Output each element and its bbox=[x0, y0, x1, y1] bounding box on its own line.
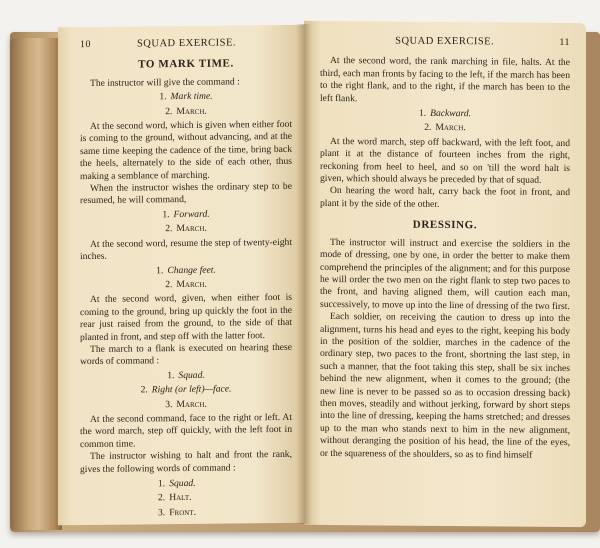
paragraph: The instructor wishing to halt and front the rank, gives the following words of command : bbox=[80, 449, 292, 475]
paragraph: At the second command, face to the right or left. At the word march, step off quickly, with the left foot in common time. bbox=[80, 411, 292, 450]
paragraph: On hearing the word halt, carry back the foot in front, and plant it by the side of the other. bbox=[320, 185, 570, 210]
command-line bbox=[80, 383, 292, 398]
section-title-dressing: DRESSING. bbox=[412, 219, 478, 232]
command-number: 2. bbox=[424, 122, 432, 134]
left-text-blocks bbox=[80, 76, 292, 521]
left-running-title: SQUAD EXERCISE. bbox=[136, 37, 237, 50]
command-number: 1. bbox=[156, 264, 164, 276]
command-line bbox=[158, 491, 292, 505]
command-line bbox=[80, 222, 292, 237]
command-text: March. bbox=[435, 122, 466, 134]
command-number: 1. bbox=[159, 91, 167, 103]
command-text: March. bbox=[176, 398, 207, 410]
paragraph: At the second word, resume the step of twenty-eight inches. bbox=[80, 236, 292, 263]
command-line bbox=[80, 90, 292, 105]
right-page-number: 11 bbox=[559, 36, 570, 49]
paragraph: The march to a flank is executed on hearing these words of command : bbox=[80, 341, 292, 368]
command-number: 2. bbox=[165, 105, 173, 117]
command-line bbox=[80, 397, 292, 412]
section-title-mark-time: TO MARK TIME. bbox=[138, 57, 234, 71]
right-page bbox=[304, 21, 586, 527]
command-number: 2. bbox=[165, 223, 173, 235]
book-gutter bbox=[296, 24, 312, 524]
command-line bbox=[320, 107, 570, 122]
command-text: Front. bbox=[169, 506, 196, 518]
command-line bbox=[158, 506, 292, 520]
paragraph: At the word march, step off backward, with the left foot, and plant it at the distance of fourteen inches from the right, reckoning from heel to heel, and so on 'till the word halt is given, which should always be preceded by that of squad. bbox=[320, 135, 570, 186]
right-page-content bbox=[320, 35, 570, 462]
left-page-number: 10 bbox=[80, 38, 91, 51]
right-text-blocks bbox=[320, 55, 570, 462]
command-text: Squad. bbox=[178, 369, 205, 381]
paragraph: At the second word, given, when either foot is coming to the ground, bring up quickly the foot in the rear just raised from the ground, to the side of that planted in front, and step off with the latter foot. bbox=[80, 292, 292, 343]
command-line bbox=[80, 263, 292, 278]
command-number: 3. bbox=[165, 398, 173, 410]
left-running-head bbox=[80, 37, 292, 52]
command-number: 1. bbox=[167, 369, 175, 381]
paragraph: When the instructor wishes the ordinary step to be resumed, he will command, bbox=[80, 180, 292, 207]
command-number: 2. bbox=[158, 492, 166, 504]
command-text: Change feet. bbox=[167, 264, 216, 276]
paragraph: Each soldier, on receiving the caution to dress up into the alignment, turns his head and eyes to the right, keeping his body in the position of the soldier, marches in the cadence of the ordinary step, two paces to the front, shortning the last step, in such a manner, that the foot taking this step, shall be six inches behind the new alignment, when it comes to the ground; (the new line is never to be passed so as to occasion dressing back) then moves, steadily and without jerking, forward by short steps into the line of dressing, keeping the hams stretched; and dresses up to the man who stands next to him in the new alignment, without deranging the position of his head, the line of the eyes, or the squareness of the shoulders, so as to find himself bbox=[320, 311, 570, 461]
command-text: Squad. bbox=[169, 477, 196, 490]
command-number: 3. bbox=[158, 506, 166, 519]
command-text: March. bbox=[176, 223, 207, 235]
command-line bbox=[158, 477, 292, 491]
left-page bbox=[58, 25, 306, 526]
command-number: 2. bbox=[140, 384, 148, 396]
command-text: Right (or left)—face. bbox=[151, 383, 232, 396]
command-number: 1. bbox=[158, 478, 166, 490]
command-line bbox=[320, 121, 570, 136]
command-text: Halt. bbox=[169, 492, 192, 504]
command-text: Mark time. bbox=[170, 90, 213, 103]
left-page-content bbox=[80, 37, 292, 523]
command-number: 1. bbox=[418, 107, 427, 119]
paragraph: The instructor will instruct and exercise the soldiers in the mode of dressing, one by one, in order the better to make them comprehend the principles of the alignment; and for this purpose he will order the two men on the right flank to step two paces to the front, and having aligned them, will caution each man, successively, to move up into the line of dressing of the two first. bbox=[320, 236, 570, 312]
command-text: Forward. bbox=[173, 208, 210, 220]
command-list bbox=[158, 477, 292, 520]
command-line bbox=[80, 208, 292, 223]
command-line bbox=[80, 104, 292, 119]
command-text: March. bbox=[176, 278, 207, 290]
paragraph: The instructor will give the command : bbox=[90, 76, 240, 89]
paragraph: At the second word, the rank marching in file, halts. At the third, each man fronts by facing to the left, if the march has been to the right flank, and to the right, if the march has been to the left flank. bbox=[320, 55, 570, 104]
command-number: 1. bbox=[162, 209, 170, 221]
command-text: Backward. bbox=[430, 107, 472, 120]
command-text: March. bbox=[176, 105, 207, 117]
command-line bbox=[80, 278, 292, 293]
paragraph: At the second word, which is given when either foot is coming to the ground, without advancing, and at the same time keeping the cadence of the time, bring back the heels, alternately to the side of each other, thus making a semblance of marching. bbox=[80, 118, 292, 182]
right-running-head bbox=[320, 35, 570, 50]
command-line bbox=[80, 369, 292, 384]
book-spine bbox=[10, 38, 62, 530]
right-running-title: SQUAD EXERCISE. bbox=[395, 35, 495, 48]
command-number: 2. bbox=[165, 279, 173, 291]
